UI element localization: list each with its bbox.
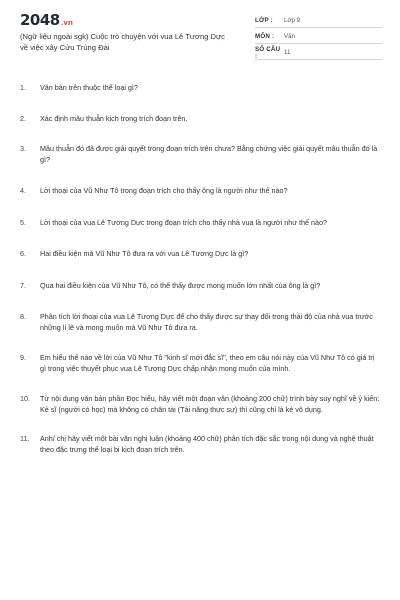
question-item [20,144,382,165]
question-item [20,218,382,229]
question-number: 3. [20,144,26,153]
question-text: Phân tích lời thoại của vua Lê Tương Dực để cho thấy được sự thay đổi trong thái độ của nhà vua trước những lí lẽ và mong muốn mà Vũ Như Tô đưa ra. [40,312,373,332]
meta-row-class [255,14,382,28]
question-item [20,434,382,455]
question-item [20,281,382,292]
meta-row-count [255,46,382,60]
question-number: 8. [20,312,26,321]
question-number: 10. [20,394,30,403]
question-text: Lời thoại của Vũ Như Tô trong đoạn trích cho thấy ông là người như thế nào? [40,186,288,195]
meta-label: MÔN : [255,33,275,40]
question-item [20,249,382,260]
meta-label: SỐ CÂU : [255,45,281,60]
question-text: Anh/ chị hãy viết một bài văn nghị luận (khoảng 400 chữ) phân tích đặc sắc trong nội dung và nghệ thuật theo đặc trưng thể loại bi kịch đoạn trích trên. [40,434,374,454]
question-item [20,186,382,197]
logo-suffix: .vn [60,19,73,27]
meta-value: 11 [284,49,291,56]
logo-text: 2048 [20,11,60,29]
question-item [20,353,382,374]
question-text: Qua hai điều kiện của Vũ Như Tô, có thể thấy được mong muốn lớn nhất của ông là gì? [40,280,321,290]
question-text: Xác định mâu thuẫn kịch trong trích đoạn trên. [40,113,188,123]
question-number: 7. [20,280,26,290]
worksheet-header [0,0,400,62]
worksheet-meta [255,14,382,62]
question-number: 1. [20,83,26,92]
question-text: Văn bản trên thuộc thể loại gì? [40,83,138,92]
question-number: 6. [20,249,26,258]
question-number: 9. [20,353,26,362]
meta-value: Lớp 9 [284,17,301,24]
site-logo[interactable] [20,12,73,31]
question-item [20,114,382,125]
question-item [20,312,382,333]
question-item [20,394,382,415]
question-number: 5. [20,217,26,227]
question-list [20,83,382,455]
worksheet-title: (Ngữ liệu ngoài sgk) Cuộc trò chuyện với vua Lê Tương Dực về việc xây Cửu Trùng Đài [20,32,225,52]
meta-value: Văn [284,33,296,40]
question-text: Em hiểu thế nào về lời của Vũ Như Tô "kinh sĩ mới đắc sĩ", theo em câu nói này của Vũ Như Tô có giá trị gì trong việc thuyết phục vua Lê Tương Dực chấp nhận mong muốn của mình. [40,353,375,373]
meta-label: LỚP : [255,17,273,24]
question-number: 2. [20,113,26,123]
question-text: Hai điều kiện mà Vũ Như Tô đưa ra với vua Lê Tương Dực là gì? [40,249,249,258]
question-number: 4. [20,186,26,195]
question-text: Từ nội dung văn bản phần Đọc hiểu, hãy viết một đoạn văn (khoảng 200 chữ) trình bày suy nghĩ về ý kiến: Kẻ sĩ (người có học) mà không có chân tài (Tài năng thực sự) thì cũng chỉ là kẻ vô dụng. [40,394,380,414]
question-text: Mâu thuẫn đó đã được giải quyết trong đoạn trích trên chưa? Bằng chứng việc giải quyết mâu thuẫn đó là gì? [40,144,378,164]
meta-row-subject [255,30,382,44]
question-text: Lời thoại của vua Lê Tương Dực trong đoạn trích cho thấy nhà vua là người như thế nào? [40,217,327,227]
question-item [20,83,382,94]
question-number: 11. [20,434,30,443]
